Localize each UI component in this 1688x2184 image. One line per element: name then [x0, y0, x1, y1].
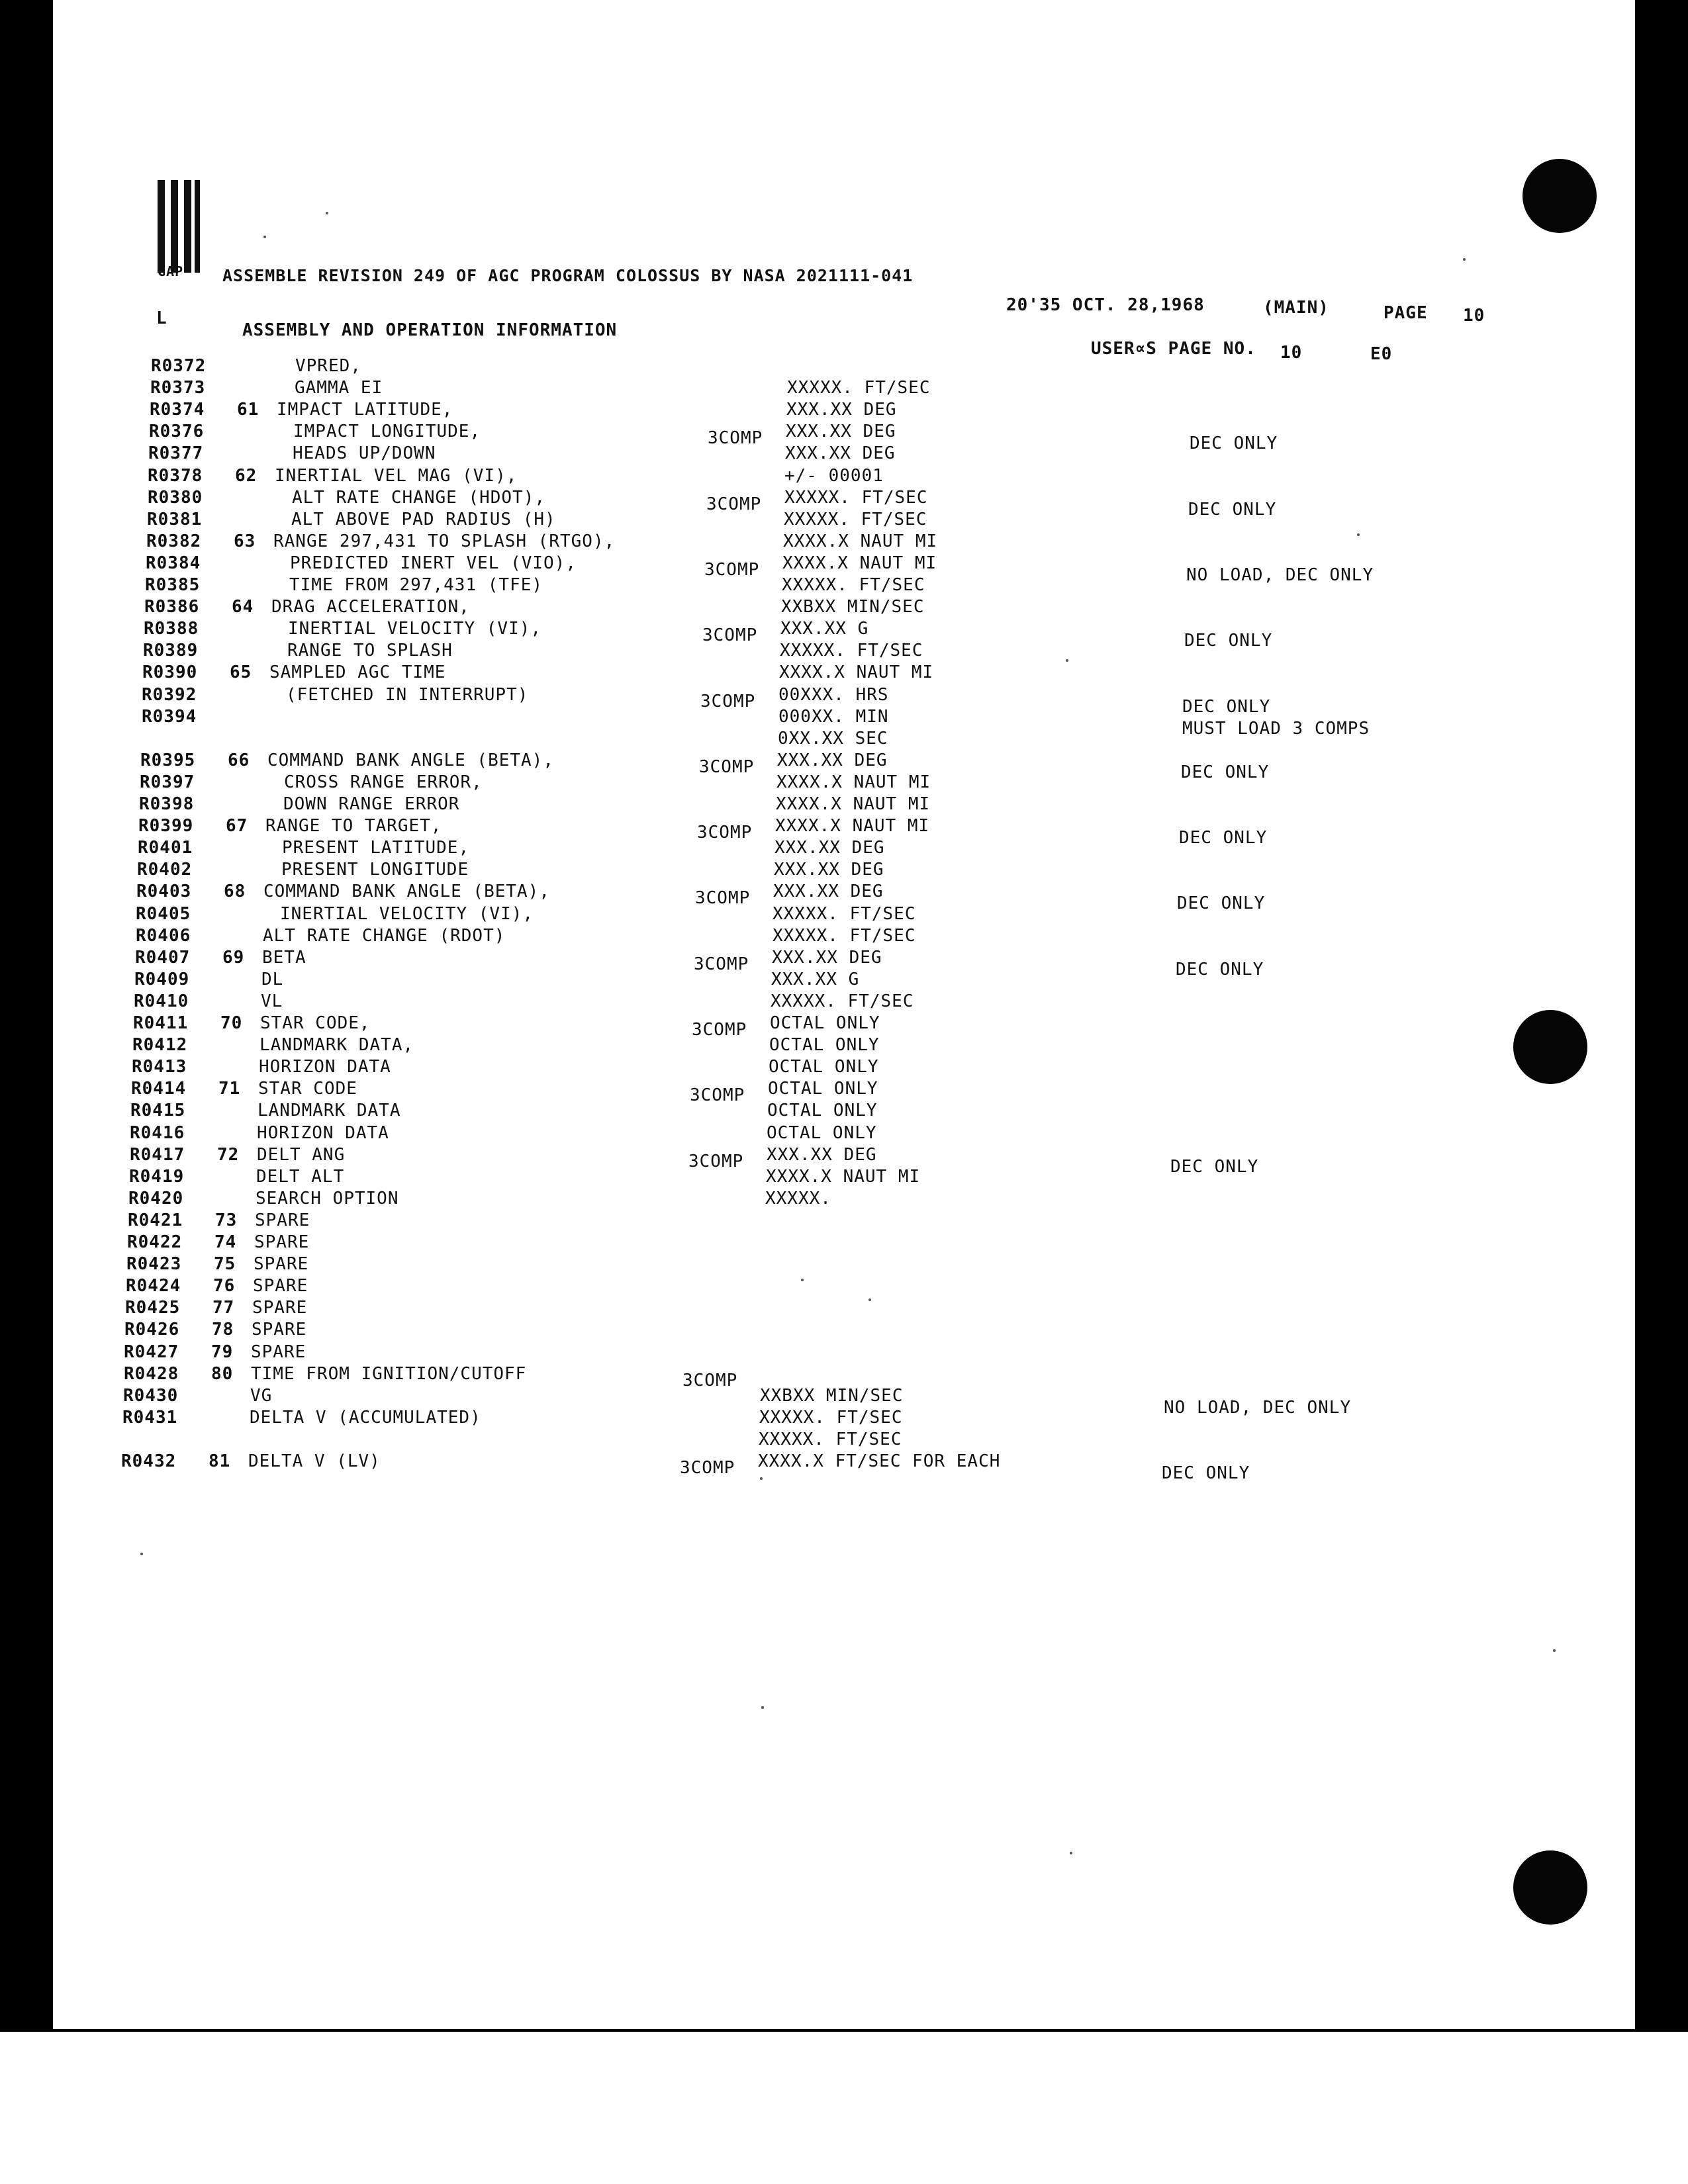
- section-title: ASSEMBLY AND OPERATION INFORMATION: [242, 320, 618, 340]
- register-id: R0421: [128, 1210, 183, 1230]
- display-format: 000XX. MIN: [778, 707, 889, 727]
- header-page-label: PAGE: [1383, 303, 1428, 323]
- table-row: [0, 1189, 1665, 1210]
- display-format: XXXXX. FT/SEC: [773, 904, 916, 924]
- display-format: XXX.XX DEG: [785, 443, 896, 463]
- load-note: DEC ONLY: [1190, 433, 1278, 453]
- register-description: RANGE TO TARGET,: [265, 816, 442, 836]
- noun-number: 73: [215, 1210, 238, 1230]
- register-id: R0386: [144, 597, 200, 617]
- component-count: 3COMP: [690, 1085, 745, 1105]
- register-id: R0430: [123, 1386, 179, 1406]
- register-description: SEARCH OPTION: [256, 1189, 399, 1208]
- noun-number: 61: [237, 400, 259, 420]
- register-id: R0394: [142, 707, 197, 727]
- table-row: [0, 531, 1683, 553]
- register-id: R0381: [147, 510, 203, 529]
- load-note: DEC ONLY: [1181, 762, 1270, 782]
- display-format: XXXXX. FT/SEC: [759, 1408, 903, 1428]
- table-row: [0, 1079, 1668, 1105]
- component-count: 3COMP: [704, 560, 760, 580]
- register-description: LANDMARK DATA: [258, 1101, 401, 1120]
- register-id: R0398: [139, 794, 195, 814]
- display-format: XXX.XX DEG: [772, 948, 882, 968]
- register-description: SPARE: [254, 1254, 309, 1274]
- table-row: [0, 1408, 1660, 1430]
- binder-hole-bottom: [1513, 1850, 1587, 1925]
- register-id: R0403: [136, 882, 192, 901]
- table-row: [0, 794, 1676, 816]
- component-count: 3COMP: [699, 757, 755, 777]
- register-id: R0405: [136, 904, 191, 924]
- component-count: 3COMP: [692, 1020, 747, 1040]
- load-note: DEC ONLY: [1188, 500, 1277, 520]
- register-id: R0415: [130, 1101, 186, 1120]
- register-description: IMPACT LONGITUDE,: [293, 422, 481, 441]
- load-note: DEC ONLY: [1176, 960, 1264, 979]
- scan-speck: [801, 1279, 804, 1281]
- register-description: SPARE: [253, 1276, 308, 1296]
- load-note: DEC ONLY: [1184, 631, 1273, 651]
- register-description: SPARE: [254, 1232, 310, 1252]
- scan-speck: [326, 212, 328, 214]
- table-row: [0, 991, 1671, 1013]
- register-description: ALT ABOVE PAD RADIUS (H): [291, 510, 556, 529]
- register-id: R0416: [130, 1123, 185, 1143]
- register-description: HORIZON DATA: [259, 1057, 391, 1077]
- noun-number: 72: [217, 1145, 240, 1165]
- register-id: R0399: [138, 816, 194, 836]
- corner-mark: GAP: [158, 263, 184, 279]
- scan-speck: [1357, 533, 1360, 536]
- display-format: OCTAL ONLY: [770, 1013, 880, 1033]
- noun-number: 71: [218, 1079, 241, 1099]
- register-description: SAMPLED AGC TIME: [269, 662, 446, 682]
- table-row: [0, 356, 1688, 378]
- register-description: LANDMARK DATA,: [259, 1035, 414, 1055]
- register-description: STAR CODE: [258, 1079, 357, 1099]
- noun-number: 63: [234, 531, 256, 551]
- table-row: [0, 1254, 1664, 1276]
- users-page-number: 10: [1280, 343, 1303, 363]
- display-format: XXX.XX DEG: [777, 751, 888, 770]
- register-description: TIME FROM IGNITION/CUTOFF: [251, 1364, 527, 1384]
- table-row: [0, 1101, 1667, 1122]
- register-description: PRESENT LATITUDE,: [282, 838, 470, 858]
- table-row: [0, 948, 1672, 979]
- load-note: MUST LOAD 3 COMPS: [1182, 719, 1370, 739]
- noun-number: 69: [222, 948, 245, 968]
- load-note: DEC ONLY: [1182, 697, 1271, 717]
- noun-number: 80: [211, 1364, 234, 1384]
- register-description: VPRED,: [295, 356, 361, 376]
- register-description: GAMMA EI: [295, 378, 383, 398]
- table-row: [0, 1210, 1665, 1232]
- table-row: [0, 1430, 1659, 1451]
- display-format: XXX.XX DEG: [786, 422, 896, 441]
- noun-number: 76: [213, 1276, 236, 1296]
- display-format: XXX.XX DEG: [774, 838, 885, 858]
- register-description: INERTIAL VELOCITY (VI),: [280, 904, 534, 924]
- display-format: XXX.XX DEG: [773, 882, 884, 901]
- register-id: R0390: [142, 662, 198, 682]
- display-format: XXBXX MIN/SEC: [760, 1386, 904, 1406]
- table-row: [0, 400, 1687, 422]
- table-row: [0, 882, 1673, 913]
- register-description: INERTIAL VEL MAG (VI),: [275, 466, 518, 486]
- noun-number: 66: [228, 751, 250, 770]
- table-row: [0, 729, 1678, 751]
- noun-number: 79: [211, 1342, 234, 1362]
- noun-number: 62: [235, 466, 258, 486]
- register-id: R0406: [136, 926, 191, 946]
- table-row: [0, 860, 1674, 882]
- register-id: R0384: [146, 553, 201, 573]
- noun-number: 81: [209, 1451, 231, 1471]
- noun-number: 68: [224, 882, 246, 901]
- noun-number: 75: [214, 1254, 236, 1274]
- display-format: XXXX.X NAUT MI: [776, 794, 931, 814]
- table-row: [0, 1320, 1662, 1342]
- display-format: XXXX.X NAUT MI: [776, 772, 931, 792]
- noun-number: 70: [220, 1013, 243, 1033]
- register-description: VL: [261, 991, 283, 1011]
- scan-speck: [1066, 659, 1068, 662]
- table-row: [0, 1298, 1662, 1320]
- scan-speck: [1463, 258, 1466, 261]
- register-description: PREDICTED INERT VEL (VIO),: [290, 553, 577, 573]
- register-description: INERTIAL VELOCITY (VI),: [288, 619, 542, 639]
- display-format: XXXX.X NAUT MI: [766, 1167, 921, 1187]
- table-row: [0, 510, 1684, 531]
- register-id: R0380: [148, 488, 203, 508]
- scan-speck: [140, 1553, 143, 1555]
- assembly-header-line: ASSEMBLE REVISION 249 OF AGC PROGRAM COLOSSUS BY NASA 2021111-041: [222, 266, 914, 285]
- scan-speck: [263, 236, 266, 238]
- noun-number: 74: [214, 1232, 237, 1252]
- load-note: NO LOAD, DEC ONLY: [1186, 565, 1374, 585]
- display-format: XXXXX. FT/SEC: [771, 991, 914, 1011]
- register-id: R0431: [122, 1408, 178, 1428]
- register-description: SPARE: [252, 1298, 308, 1318]
- register-id: R0413: [132, 1057, 187, 1077]
- table-row: [0, 904, 1673, 926]
- register-id: R0388: [144, 619, 199, 639]
- display-format: XXX.XX DEG: [767, 1145, 877, 1165]
- scan-speck: [760, 1477, 763, 1480]
- register-id: R0424: [126, 1276, 181, 1296]
- display-format: XXXXX. FT/SEC: [780, 641, 923, 660]
- register-id: R0417: [130, 1145, 185, 1165]
- register-description: DL: [261, 970, 284, 989]
- display-format: XXXXX. FT/SEC: [773, 926, 916, 946]
- register-id: R0372: [151, 356, 207, 376]
- header-page-number: 10: [1463, 306, 1485, 326]
- register-id: R0425: [125, 1298, 181, 1318]
- display-format: XXXXX.: [765, 1189, 831, 1208]
- register-id: R0378: [148, 466, 203, 486]
- register-id: R0407: [135, 948, 191, 968]
- register-description: COMMAND BANK ANGLE (BETA),: [263, 882, 550, 901]
- component-count: 3COMP: [688, 1152, 744, 1171]
- display-format: XXXXX. FT/SEC: [787, 378, 931, 398]
- register-description: (FETCHED IN INTERRUPT): [286, 685, 529, 705]
- register-description: RANGE TO SPLASH: [287, 641, 453, 660]
- noun-number: 64: [232, 597, 254, 617]
- register-id: R0423: [126, 1254, 182, 1274]
- register-description: RANGE 297,431 TO SPLASH (RTGO),: [273, 531, 616, 551]
- register-id: R0427: [124, 1342, 179, 1362]
- table-row: [0, 575, 1682, 597]
- register-description: ALT RATE CHANGE (HDOT),: [292, 488, 546, 508]
- register-description: BETA: [262, 948, 306, 968]
- register-description: SPARE: [255, 1210, 310, 1230]
- display-format: OCTAL ONLY: [767, 1101, 878, 1120]
- table-row: [0, 378, 1687, 400]
- register-id: R0409: [134, 970, 190, 989]
- table-row: [0, 1232, 1664, 1254]
- display-format: XXXXX. FT/SEC: [784, 488, 928, 508]
- component-count: 3COMP: [680, 1458, 735, 1478]
- table-row: [0, 970, 1671, 991]
- display-format: +/- 00001: [784, 466, 884, 486]
- table-row: [0, 1451, 1658, 1483]
- register-description: SPARE: [251, 1342, 306, 1362]
- table-row: [0, 1035, 1669, 1057]
- component-count: 3COMP: [706, 494, 762, 514]
- register-id: R0419: [129, 1167, 185, 1187]
- display-format: XXX.XX G: [780, 619, 869, 639]
- register-description: TIME FROM 297,431 (TFE): [289, 575, 543, 595]
- register-description: STAR CODE,: [260, 1013, 371, 1033]
- header-main-label: (MAIN): [1263, 298, 1329, 318]
- header-code: E0: [1370, 344, 1393, 364]
- display-format: XXBXX MIN/SEC: [781, 597, 925, 617]
- table-row: [0, 1013, 1670, 1040]
- scan-speck: [1553, 1649, 1556, 1652]
- display-format: OCTAL ONLY: [769, 1035, 880, 1055]
- register-description: VG: [250, 1386, 273, 1406]
- register-description: ALT RATE CHANGE (RDOT): [263, 926, 506, 946]
- table-row: [0, 1057, 1669, 1079]
- display-format: XXX.XX DEG: [774, 860, 884, 880]
- register-description: DRAG ACCELERATION,: [271, 597, 470, 617]
- noun-number: 65: [230, 662, 252, 682]
- register-id: R0376: [149, 422, 205, 441]
- load-note: DEC ONLY: [1177, 893, 1266, 913]
- register-id: R0402: [137, 860, 193, 880]
- display-format: XXXXX. FT/SEC: [784, 510, 927, 529]
- component-count: 3COMP: [694, 954, 749, 974]
- display-format: OCTAL ONLY: [768, 1079, 878, 1099]
- register-id: R0389: [143, 641, 199, 660]
- register-id: R0422: [127, 1232, 183, 1252]
- scan-border-bottom: [53, 2029, 1635, 2032]
- header-timestamp: 20'35 OCT. 28,1968: [1006, 295, 1205, 315]
- display-format: XXXX.X NAUT MI: [782, 553, 937, 573]
- register-description: IMPACT LATITUDE,: [277, 400, 453, 420]
- component-count: 3COMP: [708, 428, 763, 448]
- binder-hole-top: [1523, 159, 1597, 233]
- register-description: SPARE: [252, 1320, 307, 1340]
- register-id: R0426: [124, 1320, 180, 1340]
- register-id: R0411: [133, 1013, 189, 1033]
- listing-flag: L: [156, 308, 167, 328]
- load-note: NO LOAD, DEC ONLY: [1164, 1398, 1352, 1418]
- register-description: HORIZON DATA: [257, 1123, 389, 1143]
- register-id: R0397: [140, 772, 195, 792]
- register-id: R0392: [142, 685, 197, 705]
- component-count: 3COMP: [697, 823, 753, 842]
- display-format: XXXXX. FT/SEC: [782, 575, 925, 595]
- register-description: COMMAND BANK ANGLE (BETA),: [267, 751, 554, 770]
- load-note: DEC ONLY: [1170, 1157, 1259, 1177]
- table-row: [0, 662, 1679, 684]
- display-format: XXX.XX DEG: [786, 400, 897, 420]
- register-description: DELT ANG: [257, 1145, 346, 1165]
- display-format: XXXXX. FT/SEC: [759, 1430, 902, 1449]
- register-id: R0373: [150, 378, 206, 398]
- display-format: 00XXX. HRS: [778, 685, 889, 705]
- component-count: 3COMP: [702, 625, 758, 645]
- register-description: CROSS RANGE ERROR,: [284, 772, 483, 792]
- display-format: XXXX.X FT/SEC FOR EACH: [758, 1451, 1001, 1471]
- component-count: 3COMP: [700, 692, 756, 711]
- register-description: DOWN RANGE ERROR: [283, 794, 460, 814]
- register-id: R0374: [150, 400, 205, 420]
- load-note: DEC ONLY: [1162, 1463, 1250, 1483]
- table-row: [0, 1123, 1667, 1145]
- register-description: DELTA V (ACCUMULATED): [250, 1408, 481, 1428]
- noun-number: 77: [212, 1298, 235, 1318]
- register-id: R0412: [132, 1035, 188, 1055]
- table-row: [0, 1276, 1663, 1298]
- register-id: R0395: [140, 751, 196, 770]
- table-row: [0, 597, 1681, 619]
- display-format: XXXX.X NAUT MI: [779, 662, 934, 682]
- table-row: [0, 926, 1673, 948]
- register-id: R0428: [124, 1364, 179, 1384]
- listing-binding-mark: [156, 180, 203, 273]
- table-row: [0, 1167, 1666, 1189]
- display-format: 0XX.XX SEC: [778, 729, 888, 749]
- register-description: DELTA V (LV): [248, 1451, 381, 1471]
- register-id: R0420: [128, 1189, 184, 1208]
- register-id: R0414: [131, 1079, 187, 1099]
- component-count: 3COMP: [695, 888, 751, 908]
- scan-speck: [868, 1298, 871, 1301]
- component-count: 3COMP: [682, 1371, 738, 1390]
- register-id: R0410: [134, 991, 189, 1011]
- users-page-label: USER∝S PAGE NO.: [1091, 339, 1256, 359]
- table-row: [0, 641, 1680, 662]
- register-description: PRESENT LONGITUDE: [281, 860, 469, 880]
- display-format: OCTAL ONLY: [769, 1057, 879, 1077]
- register-description: DELT ALT: [256, 1167, 345, 1187]
- scan-speck: [761, 1706, 764, 1709]
- table-row: [0, 772, 1677, 794]
- table-row: [0, 443, 1685, 465]
- register-description: HEADS UP/DOWN: [293, 443, 436, 463]
- register-id: R0377: [148, 443, 204, 463]
- register-id: R0432: [121, 1451, 177, 1471]
- display-format: XXXX.X NAUT MI: [783, 531, 938, 551]
- scan-speck: [1070, 1852, 1072, 1854]
- display-format: XXX.XX G: [771, 970, 860, 989]
- register-id: R0401: [138, 838, 193, 858]
- display-format: OCTAL ONLY: [767, 1123, 877, 1143]
- display-format: XXXX.X NAUT MI: [775, 816, 930, 836]
- load-note: DEC ONLY: [1179, 828, 1268, 848]
- table-row: [0, 466, 1685, 488]
- noun-number: 78: [212, 1320, 234, 1340]
- register-id: R0382: [146, 531, 202, 551]
- table-row: [0, 1364, 1661, 1390]
- table-row: [0, 1342, 1661, 1364]
- register-id: R0385: [145, 575, 201, 595]
- table-row: [0, 838, 1675, 860]
- noun-number: 67: [226, 816, 248, 836]
